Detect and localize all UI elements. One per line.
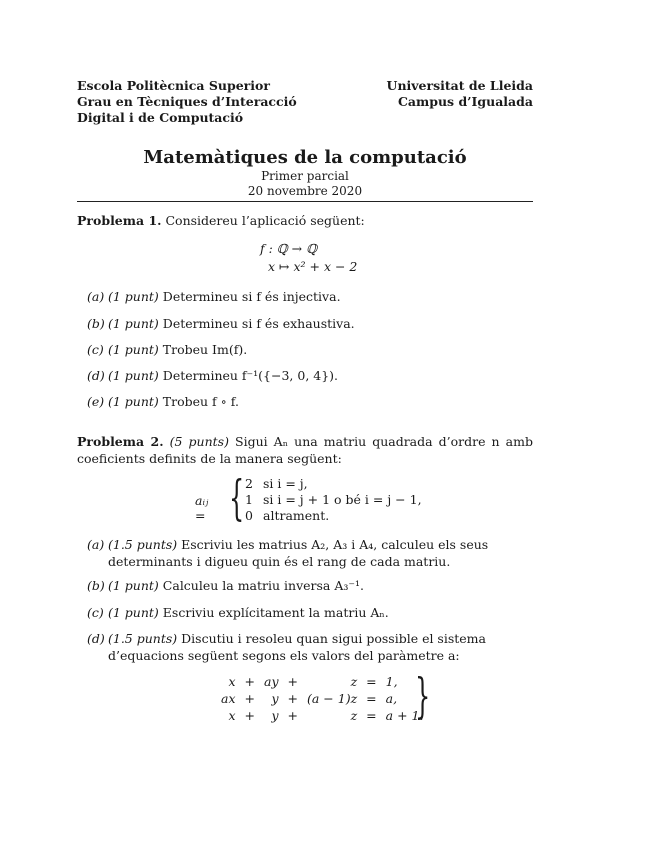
- header-left-line: Digital i de Computació: [77, 110, 244, 125]
- header-university: [387, 78, 533, 110]
- map-var: x ↦: [268, 259, 290, 274]
- item-points: (1 punt): [108, 289, 159, 304]
- item-label: (a): [87, 289, 105, 304]
- header-right-line: Campus d’Igualada: [397, 94, 533, 109]
- item-points: (1 punt): [108, 342, 159, 357]
- item-label: (d): [87, 631, 105, 646]
- item-label: (c): [87, 342, 104, 357]
- item-points: (1 punt): [108, 316, 159, 331]
- eq-term: z: [350, 674, 358, 689]
- case-row: [245, 508, 422, 524]
- problem-1-item: [87, 288, 533, 305]
- page-title: Matemàtiques de la computació: [143, 147, 467, 168]
- item-text: Calculeu la matriu inversa A₃⁻¹.: [162, 578, 364, 593]
- equation-system: [217, 673, 427, 724]
- problem-1-item: [87, 393, 533, 410]
- case-value: 0: [245, 508, 253, 523]
- problem-1-text: Considereu l’aplicació següent:: [165, 213, 365, 228]
- problem-1-item: [87, 341, 533, 358]
- map-expr: x² + x − 2: [293, 259, 358, 274]
- equation-row: [217, 673, 427, 690]
- item-points: (1.5 punts): [108, 537, 178, 552]
- item-text: Determineu f⁻¹({−3, 0, 4}).: [162, 368, 339, 383]
- header-school: [77, 78, 297, 126]
- item-points: (1 punt): [108, 605, 159, 620]
- problem-1-heading: Problema 1.: [77, 213, 162, 228]
- problem-1-item: [87, 315, 533, 332]
- problem-2-heading: Problema 2.: [77, 434, 164, 449]
- item-label: (b): [87, 316, 105, 331]
- header-right-line: Universitat de Lleida: [386, 78, 533, 93]
- item-text: Discutiu i resoleu quan sigui possible el sistema d’equacions següent segons els valors del paràmetre a:: [108, 631, 486, 663]
- map-line-2: [260, 258, 357, 276]
- eq-op: =: [366, 674, 377, 689]
- eq-term: y: [271, 691, 279, 706]
- eq-rhs: 1,: [385, 674, 398, 689]
- case-condition: si i = j + 1 o bé i = j − 1,: [263, 492, 422, 507]
- case-value: 1: [245, 492, 253, 507]
- item-text: Determineu si f és injectiva.: [162, 289, 341, 304]
- equation-row: [217, 690, 427, 707]
- function-definition: [260, 240, 357, 276]
- eq-rhs: a,: [385, 691, 398, 706]
- eq-op: +: [287, 674, 298, 689]
- item-text: Escriviu les matrius A₂, A₃ i A₄, calculeu els seus determinants i digueu quin és el rang de cada matriu.: [108, 537, 489, 569]
- header-left-line: Grau en Tècniques d’Interacció: [77, 94, 297, 109]
- problem-1-item: [87, 367, 533, 384]
- item-text: Trobeu f ∘ f.: [162, 394, 239, 409]
- problem-2-text: Sigui Aₙ una matriu quadrada d’ordre n amb coeficients definits de la manera següent:: [77, 434, 533, 466]
- eq-op: +: [244, 708, 255, 723]
- eq-op: =: [366, 691, 377, 706]
- item-label: (c): [87, 605, 104, 620]
- eq-term: x: [228, 708, 236, 723]
- problem-2-intro: [77, 433, 533, 467]
- item-text: Trobeu Im(f).: [162, 342, 248, 357]
- aij-symbol: aᵢⱼ =: [195, 493, 209, 523]
- eq-term: (a − 1)z: [307, 691, 358, 706]
- header-left-line: Escola Politècnica Superior: [77, 78, 270, 93]
- eq-op: +: [287, 708, 298, 723]
- item-points: (1 punt): [108, 368, 159, 383]
- problem-2-item: [87, 536, 533, 570]
- item-label: (d): [87, 368, 105, 383]
- eq-term: ay: [264, 674, 279, 689]
- item-label: (b): [87, 578, 105, 593]
- eq-op: +: [244, 691, 255, 706]
- problem-2-item: [87, 577, 533, 594]
- map-line-1: f : ℚ → ℚ: [260, 241, 317, 256]
- item-text: Determineu si f és exhaustiva.: [162, 316, 355, 331]
- eq-term: ax: [221, 691, 236, 706]
- item-text: Escriviu explícitament la matriu Aₙ.: [162, 605, 389, 620]
- case-value: 2: [245, 476, 253, 491]
- eq-op: +: [244, 674, 255, 689]
- right-brace: }: [415, 668, 431, 724]
- problem-2-points: (5 punts): [169, 434, 229, 449]
- problem-2-item: [87, 604, 533, 621]
- case-condition: si i = j,: [263, 476, 308, 491]
- exam-name: Primer parcial: [261, 169, 349, 183]
- problem-2-item: [87, 630, 533, 664]
- equation-row: [217, 707, 427, 724]
- item-label: (a): [87, 537, 105, 552]
- eq-op: =: [366, 708, 377, 723]
- eq-op: +: [287, 691, 298, 706]
- item-points: (1 punt): [108, 394, 159, 409]
- left-brace: {: [229, 470, 245, 526]
- case-row: [245, 476, 422, 492]
- exam-date: 20 novembre 2020: [247, 184, 363, 198]
- eq-term: z: [350, 708, 358, 723]
- item-points: (1.5 punts): [108, 631, 178, 646]
- case-condition: altrament.: [263, 508, 330, 523]
- item-label: (e): [87, 394, 105, 409]
- cases: [245, 476, 422, 524]
- problem-1-intro: [77, 212, 533, 229]
- item-points: (1 punt): [108, 578, 159, 593]
- eq-term: x: [228, 674, 236, 689]
- title-rule: [77, 201, 533, 202]
- eq-rhs: a + 1.: [385, 708, 424, 723]
- eq-term: y: [271, 708, 279, 723]
- title-block: [77, 147, 533, 199]
- case-row: [245, 492, 422, 508]
